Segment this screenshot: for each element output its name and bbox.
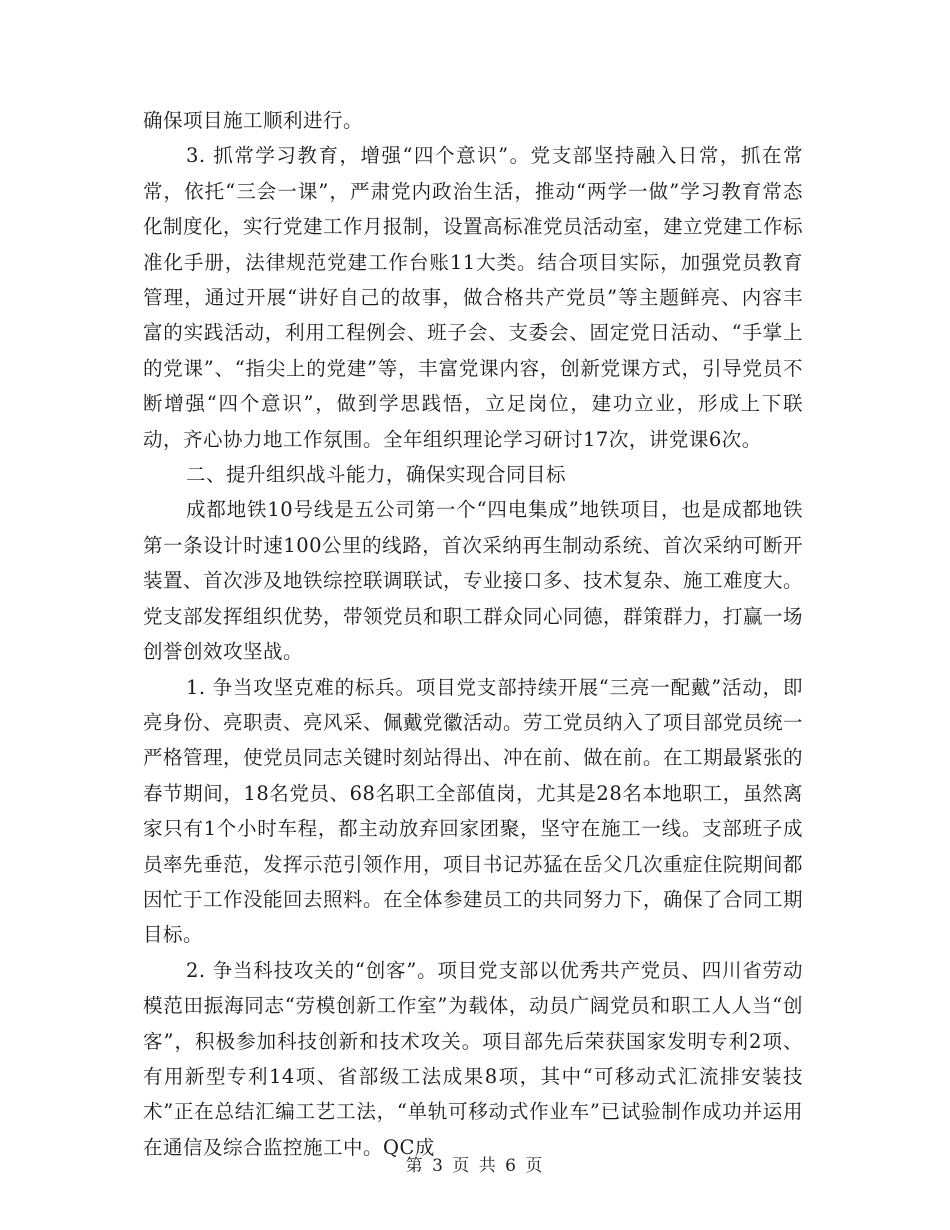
document-body [143, 103, 803, 1165]
page-footer: 第 3 页 共 6 页 [405, 1156, 545, 1176]
paragraph-continuation: 确保项目施工顺利进行。 [143, 109, 364, 132]
section-heading-two: 二、提升组织战斗能力，确保实现合同目标 [186, 463, 567, 487]
paragraph-study-education: 3. 抓常学习教育，增强“四个意识”。党支部坚持融入日常，抓在常常，依托“三会一课”，严肃党内政治生活，推动“两学一做”学习教育常态化制度化，实行党建工作月报制，设置高标准党员活动室，建立党建工作标准化手册，法律规范党建工作台账11大类。结合项目实际，加强党员教育管理，通过开展“讲好自己的故事，做合格共产党员”等主题鲜亮、内容丰富的实践活动，利用工程例会、班子会、支委会、固定党日活动、“手掌上的党课”、“指尖上的党建”等，丰富党课内容，创新党课方式，引导党员不断增强“四个意识”，做到学思践悟，立足岗位，建功立业，形成上下联动，齐心协力地工作氛围。全年组织理论学习研讨17次，讲党课6次。 [143, 144, 804, 451]
paragraph-metro-line-10: 成都地铁10号线是五公司第一个“四电集成”地铁项目，也是成都地铁第一条设计时速100公里的线路，首次采纳再生制动系统、首次采纳可断开装置、首次涉及地铁综控联调联试，专业接口多、技术复杂、施工难度大。党支部发挥组织优势，带领党员和职工群众同心同德，群策群力，打赢一场创誉创效攻坚战。 [143, 498, 804, 664]
paragraph-tech-makers: 2. 争当科技攻关的“创客”。项目党支部以优秀共产党员、四川省劳动模范田振海同志“劳模创新工作室”为载体，动员广阔党员和职工人人当“创客”，积极参加科技创新和技术攻关。项目部先后荣获国家发明专利2项、有用新型专利14项、省部级工法成果8项，其中“可移动式汇流排安装技术”正在总结汇编工艺工法，“单轨可移动式作业车”已试验制作成功并运用在通信及综合监控施工中。QC成 [143, 958, 803, 1159]
paragraph-tackle-difficulties: 1. 争当攻坚克难的标兵。项目党支部持续开展“三亮一配戴”活动，即亮身份、亮职责、亮风采、佩戴党徽活动。劳工党员纳入了项目部党员统一严格管理，使党员同志关键时刻站得出、冲在前、做在前。在工期最紧张的春节期间，18名党员、68名职工全部值岗，尤其是28名本地职工，虽然离家只有1个小时车程，都主动放弃回家团聚，坚守在施工一线。支部班子成员率先垂范，发挥示范引领作用，项目书记苏猛在岳父几次重症住院期间都因忙于工作没能回去照料。在全体参建员工的共同努力下，确保了合同工期目标。 [143, 675, 804, 947]
